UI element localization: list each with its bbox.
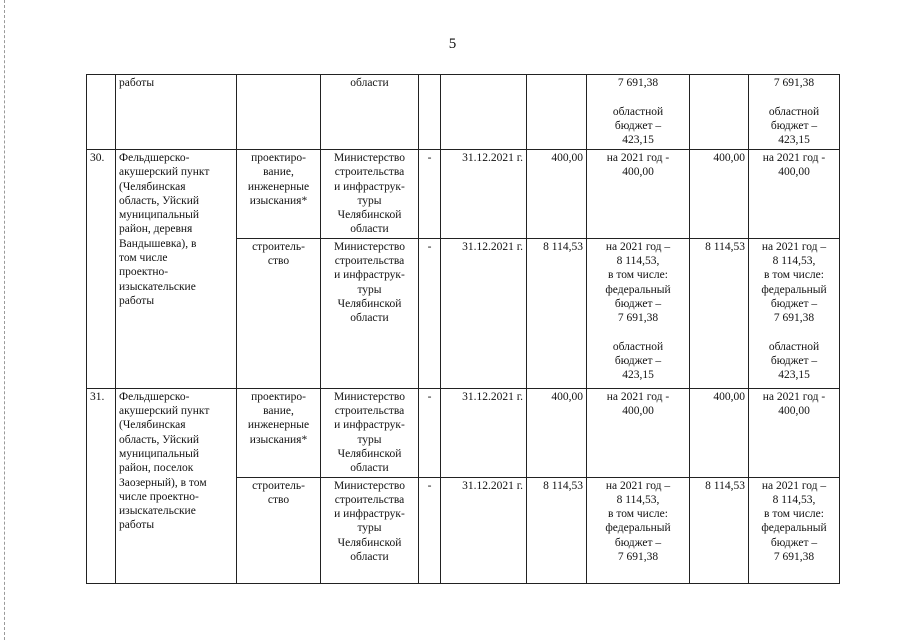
page-number: 5 [448, 36, 457, 52]
cell-customer: области [321, 75, 419, 150]
cell-dash: - [419, 388, 441, 477]
cell-stage: строитель- ство [237, 238, 321, 388]
cell-date: 31.12.2021 г. [441, 238, 527, 388]
cell-date: 31.12.2021 г. [441, 150, 527, 239]
table-row-continued [87, 75, 840, 150]
cell-object-name: Фельдшерско- акушерский пункт (Челябинская область, Уйский муниципальный район, поселок Заозерный), в том числе проектно- изыскательские работы [116, 388, 237, 583]
cell-date [441, 75, 527, 150]
cell-date: 31.12.2021 г. [441, 477, 527, 583]
cell-stage: строитель- ство [237, 477, 321, 583]
cell-finance: 7 691,38 областной бюджет – 423,15 [587, 75, 690, 150]
cell-customer: Министерство строительства и инфраструк- туры Челябинской области [321, 238, 419, 388]
cell-date: 31.12.2021 г. [441, 388, 527, 477]
cell-stage [237, 75, 321, 150]
cell-dash: - [419, 477, 441, 583]
cell-cost-2: 400,00 [690, 388, 749, 477]
cell-cost: 400,00 [527, 388, 587, 477]
cell-finance: на 2021 год - 400,00 [587, 150, 690, 239]
cell-dash [419, 75, 441, 150]
table-row [87, 388, 840, 477]
cell-finance-2: на 2021 год – 8 114,53, в том числе: федеральный бюджет – 7 691,38 [749, 477, 840, 583]
cell-cost-2: 8 114,53 [690, 477, 749, 583]
cell-stage: проектиро- вание, инженерные изыскания* [237, 388, 321, 477]
cell-cost: 8 114,53 [527, 477, 587, 583]
cell-finance: на 2021 год – 8 114,53, в том числе: федеральный бюджет – 7 691,38 [587, 477, 690, 583]
table-row [87, 150, 840, 239]
binding-margin-line [4, 0, 5, 640]
cell-dash: - [419, 238, 441, 388]
cell-cost-2: 400,00 [690, 150, 749, 239]
cell-finance-2: 7 691,38 областной бюджет – 423,15 [749, 75, 840, 150]
cell-cost: 400,00 [527, 150, 587, 239]
cell-cost [527, 75, 587, 150]
cell-customer: Министерство строительства и инфраструк- туры Челябинской области [321, 477, 419, 583]
cell-stage: проектиро- вание, инженерные изыскания* [237, 150, 321, 239]
cell-finance: на 2021 год - 400,00 [587, 388, 690, 477]
cell-customer: Министерство строительства и инфраструк- туры Челябинской области [321, 150, 419, 239]
cell-finance: на 2021 год – 8 114,53, в том числе: федеральный бюджет – 7 691,38 областной бюджет – 423,15 [587, 238, 690, 388]
cell-object-name: Фельдшерско- акушерский пункт (Челябинская область, Уйский муниципальный район, деревня Вандышевка), в том числе проектно- изыскательские работы [116, 150, 237, 389]
cell-dash: - [419, 150, 441, 239]
cell-finance-2: на 2021 год – 8 114,53, в том числе: федеральный бюджет – 7 691,38 областной бюджет – 423,15 [749, 238, 840, 388]
cell-cost: 8 114,53 [527, 238, 587, 388]
cell-customer: Министерство строительства и инфраструк- туры Челябинской области [321, 388, 419, 477]
cell-cost-2: 8 114,53 [690, 238, 749, 388]
cell-object-name: работы [116, 75, 237, 150]
cell-num: 30. [87, 150, 116, 389]
cell-finance-2: на 2021 год - 400,00 [749, 388, 840, 477]
cell-cost-2 [690, 75, 749, 150]
cell-finance-2: на 2021 год - 400,00 [749, 150, 840, 239]
objects-table [86, 74, 840, 584]
cell-num [87, 75, 116, 150]
cell-num: 31. [87, 388, 116, 583]
